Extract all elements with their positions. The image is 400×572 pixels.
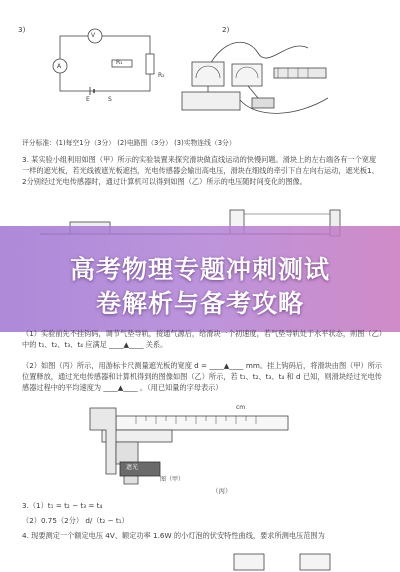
banner-title-line-1: 高考物理专题冲刺测试 <box>69 255 330 284</box>
scoring-criteria: 评分标准：(1)每空1分（3分） (2)电路图（3分） (3)实物连线（3分） <box>22 139 236 147</box>
switch-label: S <box>108 96 112 103</box>
r1-label: R₁ <box>116 59 123 66</box>
voltmeter-label: V <box>91 32 96 39</box>
caliper-unit: cm <box>236 404 246 411</box>
figure-jia-caption: 图（甲） <box>160 476 185 483</box>
answer-line-1: 3.（1）t₁ = t₂ − t₃ = t₄ <box>22 501 103 510</box>
title-banner <box>0 226 400 332</box>
bottom-instruments <box>230 552 370 572</box>
caliper-shade-label: 遮光 <box>126 464 139 471</box>
question-3-sub-1: （1）实验前先不挂钩码，调节气垫导轨，接通气源后，给滑块一个初速度，若气垫导轨处于水平状态，则图（乙）中的 t₁、t₂、t₃、t₄ 应满足 ____▲____ 关系。 <box>22 329 383 349</box>
answer-line-2: （2）0.75（2分） d/（t₂ − t₁） <box>22 516 129 525</box>
figure-2-label: 2) <box>222 25 230 34</box>
apparatus-figure <box>178 28 338 123</box>
question-4-text: 4. 现要测定一个额定电压 4V、额定功率 1.6W 的小灯泡的伏安特性曲线，要求所测电压范围为 <box>22 531 325 540</box>
figure-bing-caption: （丙） <box>212 487 232 495</box>
battery-label: E <box>86 96 90 103</box>
banner-title-line-2: 卷解析与备考攻略 <box>95 289 304 318</box>
ammeter-label: A <box>57 63 62 70</box>
question-3-part-label: 3) <box>18 25 26 34</box>
vernier-caliper-figure <box>76 404 296 494</box>
question-3-text: 3. 某实验小组利用如图（甲）所示的实验装置来探究滑块做直线运动的快慢问题。滑块上的左右端各有一个宽度一样的遮光板，若光线被遮光板遮挡，光电传感器会输出高电压，滑块在细线的牵引下自左向右运动，遮光板1、2分别经过光电传感器时，通过计算机可以得到如图（乙）所示的电压随时间变化的图像。 <box>22 155 379 186</box>
question-3-sub-2: （2）如图（丙）所示，用游标卡尺测量遮光板的宽度 d = ____▲____ mm。挂上钩码后，将滑块由图（甲）所示位置释放，通过光电传感器和计算机得到的图像如图（乙）所示，若 t₁、t₂、t₃、t₄ 和 d 已知，则滑块经过光电传感器过程中的平均速度为 ____▲____ 。（用已知量的字母表示） <box>22 361 383 392</box>
r2-label: R₂ <box>158 72 165 79</box>
